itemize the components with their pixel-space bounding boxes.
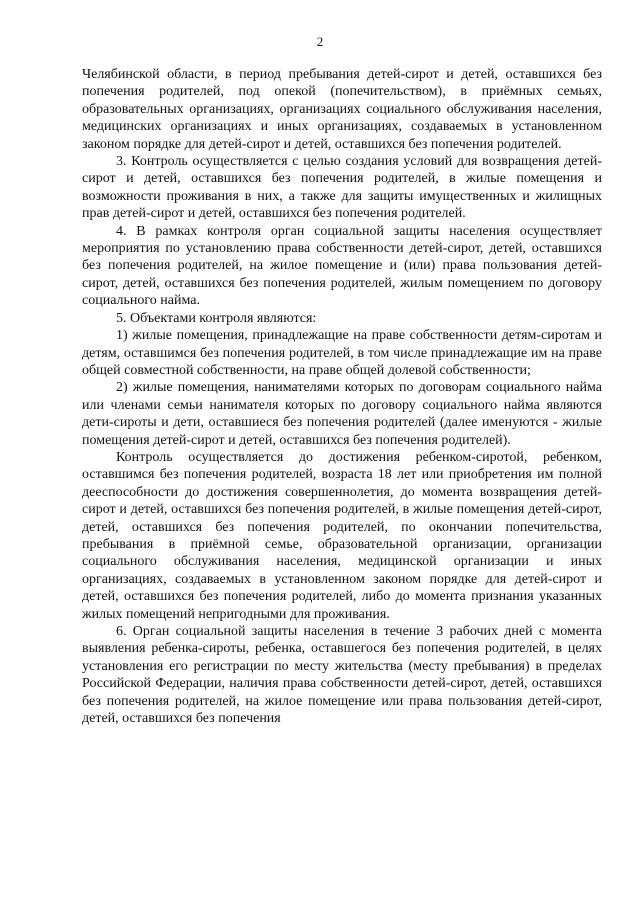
paragraph: Контроль осуществляется до достижения ребенком-сиротой, ребенком, оставшимся без попечения родителей, возраста 18 лет или приобретения им полной дееспособности до достижения совершеннолетия, до момента возвращения детей-сирот и детей, оставшихся без попечения родителей, в жилые помещения детей-сирот, детей, оставшихся без попечения родителей, по окончании попечительства, пребывания в приёмной семье, образовательной организации, организации социального обслуживания населения, медицинской организации и иных организациях, создаваемых в установленном законом порядке для детей-сирот и детей, оставшихся без попечения родителей, либо до момента признания указанных жилых помещений непригодными для проживания.: [82, 449, 602, 622]
paragraph: 6. Орган социальной защиты населения в течение 3 рабочих дней с момента выявления ребенка-сироты, ребенка, оставшегося без попечения родителей, в целях установления его регистрации по месту жительства (месту пребывания) в пределах Российской Федерации, наличия права собственности детей-сирот, детей, оставшихся без попечения родителей, на жилое помещение или права пользования детей-сирот, детей, оставшихся без попечения: [82, 624, 602, 727]
paragraph: 5. Объектами контроля являются:: [116, 310, 317, 326]
paragraph: 3. Контроль осуществляется с целью создания условий для возвращения детей-сирот и детей, оставшихся без попечения родителей, в жилые помещения и возможности проживания в них, а также для защиты имущественных и жилищных прав детей-сирот и детей, оставшихся без попечения родителей.: [82, 154, 602, 222]
paragraph: 2) жилые помещения, нанимателями которых по договорам социального найма или членами семьи нанимателя которых по договору социального найма являются дети-сироты и дети, оставшиеся без попечения родителей (далее именуются - жилые помещения детей-сирот и детей, оставшихся без попечения родителей).: [82, 380, 602, 448]
paragraph: Челябинской области, в период пребывания детей-сирот и детей, оставшихся без попечения родителей, под опекой (попечительством), в приёмных семьях, образовательных организациях, организациях социального обслуживания населения, медицинских организациях и иных организациях, создаваемых в установленном законом порядке для детей-сирот и детей, оставшихся без попечения родителей.: [82, 67, 602, 152]
paragraph: 1) жилые помещения, принадлежащие на праве собственности детям-сиротам и детям, оставшимся без попечения родителей, в том числе принадлежащие им на праве общей совместной собственности, на праве общей долевой собственности;: [82, 328, 602, 378]
document-body: [82, 66, 602, 727]
page-number: 2: [316, 34, 324, 49]
paragraph: 4. В рамках контроля орган социальной защиты населения осуществляет мероприятия по установлению права собственности детей-сирот, детей, оставшихся без попечения родителей, на жилое помещение и (или) права пользования детей-сирот, детей, оставшихся без попечения родителей, жилым помещением по договору социального найма.: [82, 223, 602, 309]
